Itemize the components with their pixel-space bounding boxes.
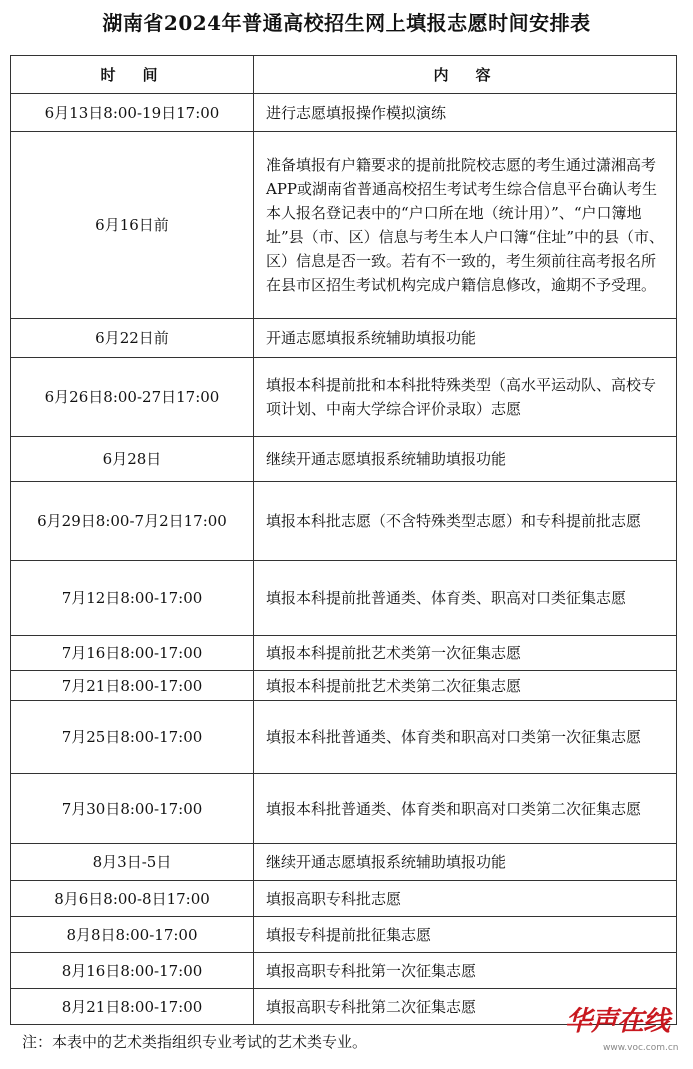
row-content: 填报本科批普通类、体育类和职高对口类第一次征集志愿 [254,701,677,774]
table-row [11,636,677,671]
column-header-content: 内 容 [254,56,677,94]
schedule-table [10,55,677,1025]
column-header-time: 时 间 [11,56,254,94]
watermark-logo [565,1005,690,1060]
footnote: 注：本表中的艺术类指组织专业考试的艺术类专业。 [22,1033,368,1051]
row-time: 8月16日8:00-17:00 [11,953,254,989]
row-content: 填报专科提前批征集志愿 [254,917,677,953]
table-row [11,881,677,917]
row-content: 填报本科批志愿（不含特殊类型志愿）和专科提前批志愿 [254,482,677,561]
table-row [11,671,677,701]
row-time: 6月13日8:00-19日17:00 [11,94,254,132]
row-content: 填报本科提前批艺术类第二次征集志愿 [254,671,677,701]
row-content: 填报本科提前批普通类、体育类、职高对口类征集志愿 [254,561,677,636]
row-time: 7月30日8:00-17:00 [11,774,254,844]
row-content: 准备填报有户籍要求的提前批院校志愿的考生通过潇湘高考APP或湖南省普通高校招生考试考生综合信息平台确认考生本人报名登记表中的“户口所在地（统计用）”、“户口簿地址”县（市、区）信息与考生本人户口簿“住址”中的县（市、区）信息是否一致。若有不一致的，考生须前往高考报名所在县市区招生考试机构完成户籍信息修改，逾期不予受理。 [254,132,677,319]
row-time: 8月6日8:00-8日17:00 [11,881,254,917]
row-time: 6月22日前 [11,319,254,358]
table-row [11,358,677,437]
row-content: 开通志愿填报系统辅助填报功能 [254,319,677,358]
row-time: 6月16日前 [11,132,254,319]
row-time: 8月21日8:00-17:00 [11,989,254,1025]
table-row [11,482,677,561]
row-content: 填报本科提前批和本科批特殊类型（高水平运动队、高校专项计划、中南大学综合评价录取）志愿 [254,358,677,437]
row-time: 7月12日8:00-17:00 [11,561,254,636]
page-title: 湖南省2024年普通高校招生网上填报志愿时间安排表 [102,11,591,35]
row-content: 填报本科提前批艺术类第一次征集志愿 [254,636,677,671]
row-content: 继续开通志愿填报系统辅助填报功能 [254,844,677,881]
row-content: 填报高职专科批第二次征集志愿 [254,989,677,1025]
table-row [11,561,677,636]
row-time: 6月29日8:00-7月2日17:00 [11,482,254,561]
row-time: 6月28日 [11,437,254,482]
table-row [11,701,677,774]
watermark-logo-text: 华声在线 [565,1006,669,1037]
table-row [11,917,677,953]
table-row [11,437,677,482]
table-row [11,319,677,358]
row-content: 填报高职专科批志愿 [254,881,677,917]
row-content: 填报本科批普通类、体育类和职高对口类第二次征集志愿 [254,774,677,844]
row-time: 7月16日8:00-17:00 [11,636,254,671]
table-row [11,953,677,989]
table-row [11,774,677,844]
table-row [11,844,677,881]
table-header-row [11,56,677,94]
row-content: 填报高职专科批第一次征集志愿 [254,953,677,989]
row-content: 继续开通志愿填报系统辅助填报功能 [254,437,677,482]
row-time: 7月25日8:00-17:00 [11,701,254,774]
row-time: 8月3日-5日 [11,844,254,881]
table-row [11,132,677,319]
row-time: 7月21日8:00-17:00 [11,671,254,701]
table-row [11,94,677,132]
row-time: 6月26日8:00-27日17:00 [11,358,254,437]
watermark-url: www.voc.com.cn [603,1043,679,1053]
row-content: 进行志愿填报操作模拟演练 [254,94,677,132]
row-time: 8月8日8:00-17:00 [11,917,254,953]
